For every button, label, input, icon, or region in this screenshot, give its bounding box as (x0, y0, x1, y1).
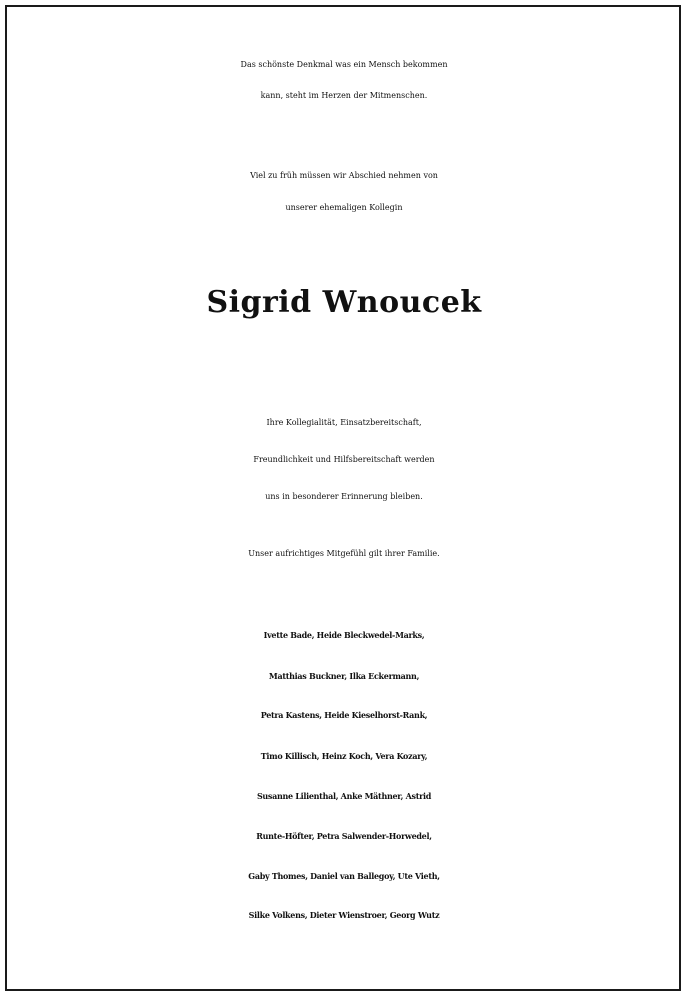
quote-line-2: kann, steht im Herzen der Mitmenschen. (260, 91, 428, 100)
signers-line-6: Runte-Höfter, Petra Salwender-Horwedel, (256, 831, 432, 841)
deceased-name: Sigrid Wnoucek (206, 285, 482, 320)
signers-line-7: Gaby Thomes, Daniel van Ballegoy, Ute Vieth, (248, 871, 440, 881)
signers-line-2: Matthias Buckner, Ilka Eckermann, (268, 671, 420, 681)
signers-line-4: Timo Killisch, Heinz Koch, Vera Kozary, (260, 751, 428, 761)
signers-line-1: Ivette Bade, Heide Bleckwedel-Marks, (263, 630, 425, 640)
tribute-line-1: Ihre Kollegialität, Einsatzbereitschaft, (266, 418, 422, 427)
intro-line-1: Viel zu früh müssen wir Abschied nehmen von (250, 171, 438, 180)
condolence-text: Unser aufrichtiges Mitgefühl gilt ihrer Familie. (248, 549, 440, 558)
tribute-line-2: Freundlichkeit und Hilfsbereitschaft werden (253, 455, 435, 464)
quote-line-1: Das schönste Denkmal was ein Mensch bekommen (240, 60, 448, 69)
intro-line-2: unserer ehemaligen Kollegin (285, 203, 403, 212)
signers-line-3: Petra Kastens, Heide Kieselhorst-Rank, (260, 710, 428, 720)
tribute-line-3: uns in besonderer Erinnerung bleiben. (265, 492, 423, 501)
signers-line-5: Susanne Lilienthal, Anke Mäthner, Astrid (256, 791, 432, 801)
signers-line-8: Silke Volkens, Dieter Wienstroer, Georg Wutz (248, 910, 440, 920)
